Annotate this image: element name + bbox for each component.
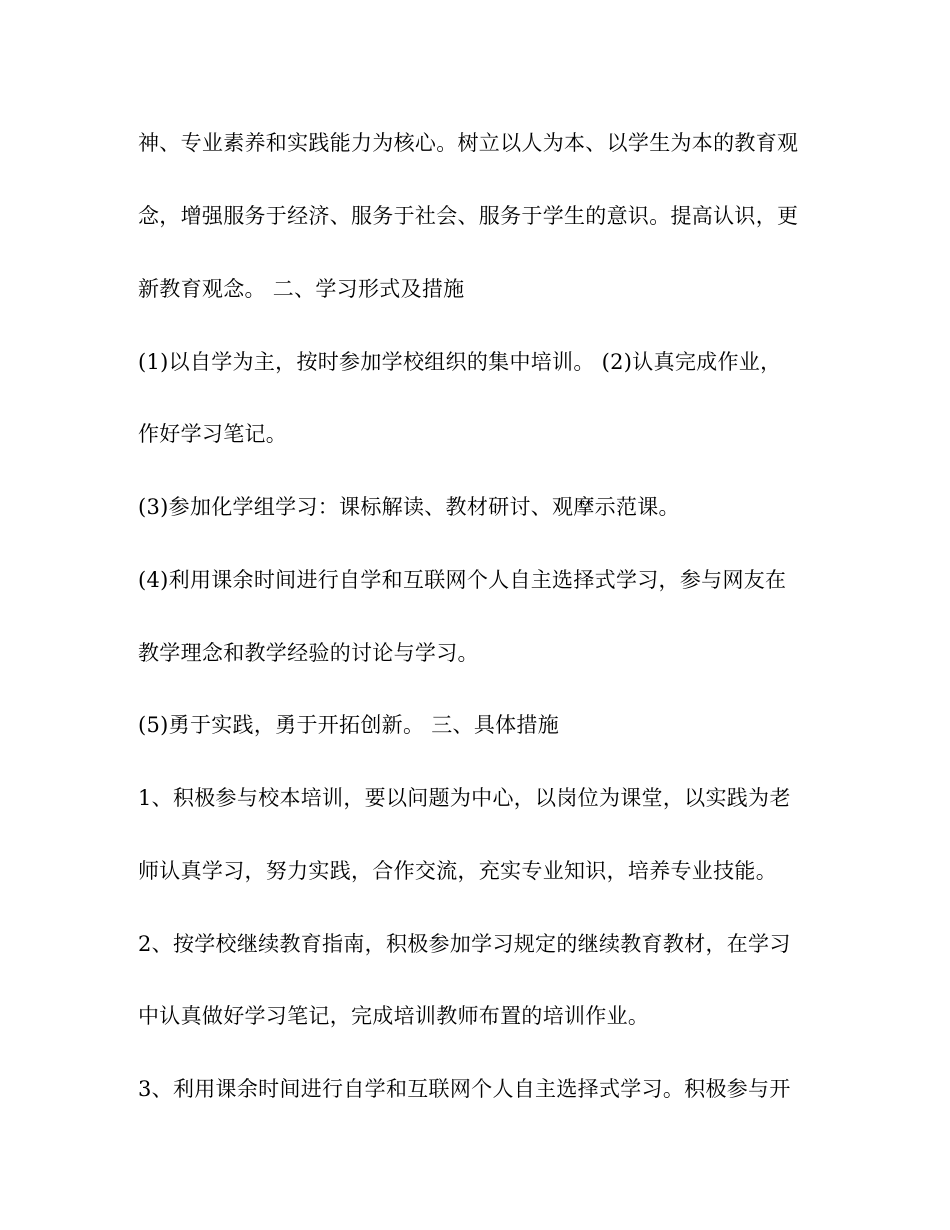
text-line: 1、积极参与校本培训，要以问题为中心，以岗位为课堂，以实践为老: [138, 786, 791, 810]
text-line: (4)利用课余时间进行自学和互联网个人自主选择式学习，参与网友在: [138, 568, 787, 592]
text-line: (5)勇于实践，勇于开拓创新。 三、具体措施: [138, 713, 560, 737]
text-line: (3)参加化学组学习：课标解读、教材研讨、观摩示范课。: [138, 495, 680, 519]
text-line: 教学理念和教学经验的讨论与学习。: [138, 641, 479, 665]
text-line: 中认真做好学习笔记，完成培训教师布置的培训作业。: [138, 1004, 650, 1028]
text-line: 3、利用课余时间进行自学和互联网个人自主选择式学习。积极参与开: [138, 1077, 791, 1101]
text-line: 师认真学习，努力实践，合作交流，充实专业知识，培养专业技能。: [138, 859, 777, 883]
text-line: 神、专业素养和实践能力为核心。树立以人为本、以学生为本的教育观: [138, 131, 799, 155]
text-line: 作好学习笔记。: [138, 422, 288, 446]
text-line: 2、按学校继续教育指南，积极参加学习规定的继续教育教材，在学习: [138, 932, 791, 956]
text-line: 新教育观念。 二、学习形式及措施: [138, 277, 465, 301]
text-line: 念，增强服务于经济、服务于社会、服务于学生的意识。提高认识，更: [138, 204, 799, 228]
text-line: (1)以自学为主，按时参加学校组织的集中培训。 (2)认真完成作业，: [138, 350, 782, 374]
